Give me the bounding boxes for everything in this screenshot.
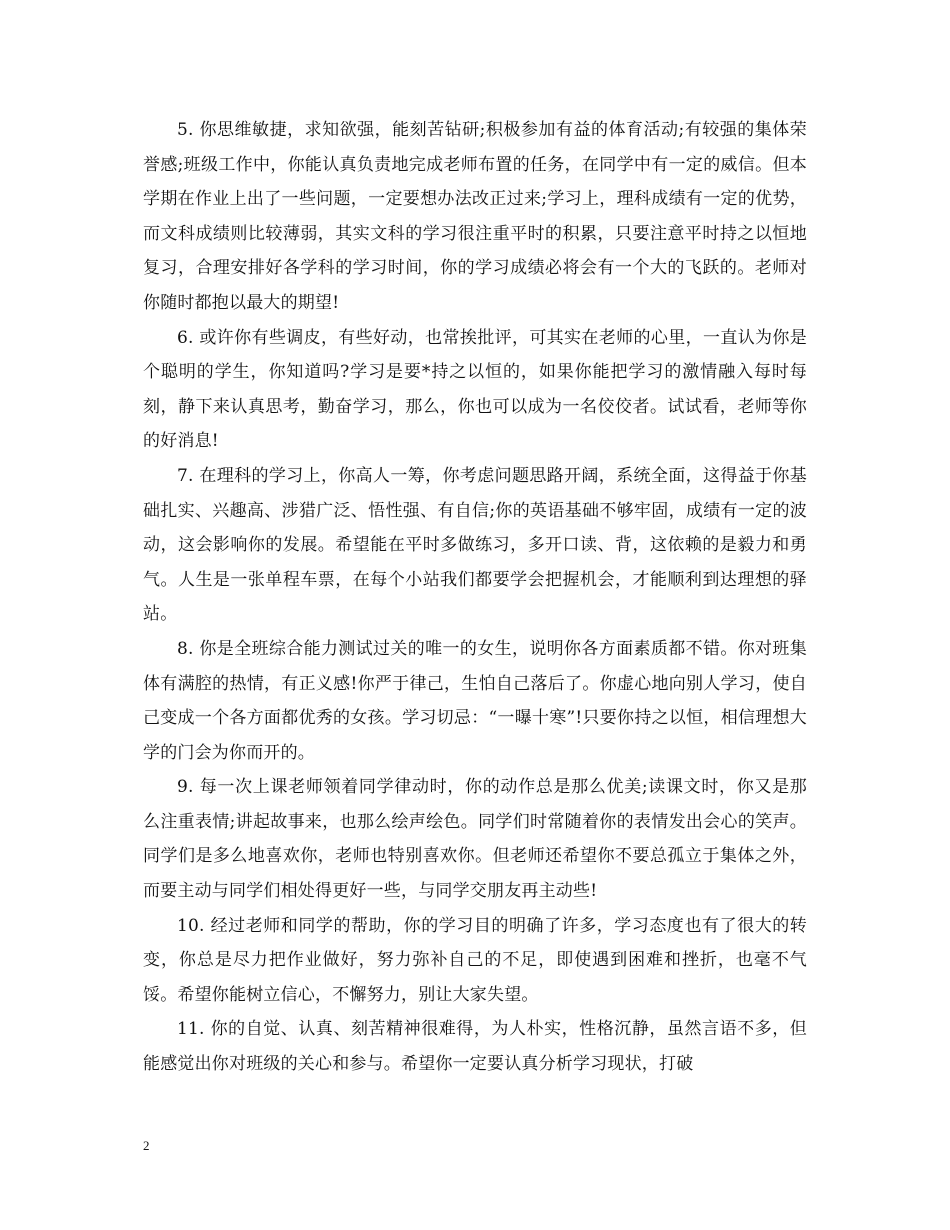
paragraph-8: 8. 你是全班综合能力测试过关的唯一的女生，说明你各方面素质都不错。你对班集体有满腔的热情，有正义感!你严于律己，生怕自己落后了。你虚心地向别人学习，使自己变成一个各方面都优秀的女孩。学习切忌：“一曝十寒”!只要你持之以恒，相信理想大学的门会为你而开的。 <box>143 638 807 763</box>
page-number: 2 <box>143 1138 150 1153</box>
paragraph-11: 11. 你的自觉、认真、刻苦精神很难得，为人朴实，性格沉静，虽然言语不多，但能感觉出你对班级的关心和参与。希望你一定要认真分析学习现状，打破 <box>143 1019 807 1075</box>
paragraph-6: 6. 或许你有些调皮，有些好动，也常挨批评，可其实在老师的心里，一直认为你是个聪明的学生，你知道吗?学习是要*持之以恒的，如果你能把学习的激情融入每时每刻，静下来认真思考，勤奋学习，那么，你也可以成为一名佼佼者。试试看，老师等你的好消息! <box>143 327 807 452</box>
paragraph-5: 5. 你思维敏捷，求知欲强，能刻苦钻研;积极参加有益的体育活动;有较强的集体荣誉感;班级工作中，你能认真负责地完成老师布置的任务，在同学中有一定的威信。但本学期在作业上出了一些问题，一定要想办法改正过来;学习上，理科成绩有一定的优势，而文科成绩则比较薄弱，其实文科的学习很注重平时的积累，只要注意平时持之以恒地复习，合理安排好各学科的学习时间，你的学习成绩必将会有一个大的飞跃的。老师对你随时都抱以最大的期望! <box>143 120 807 313</box>
document-body <box>143 113 807 1082</box>
paragraph-7: 7. 在理科的学习上，你高人一筹，你考虑问题思路开阔，系统全面，这得益于你基础扎实、兴趣高、涉猎广泛、悟性强、有自信;你的英语基础不够牢固，成绩有一定的波动，这会影响你的发展。希望能在平时多做练习，多开口读、背，这依赖的是毅力和勇气。人生是一张单程车票，在每个小站我们都要学会把握机会，才能顺利到达理想的驿站。 <box>143 465 807 625</box>
paragraph-9: 9. 每一次上课老师领着同学律动时，你的动作总是那么优美;读课文时，你又是那么注重表情;讲起故事来，也那么绘声绘色。同学们时常随着你的表情发出会心的笑声。同学们是多么地喜欢你，老师也特别喜欢你。但老师还希望你不要总孤立于集体之外，而要主动与同学们相处得更好一些，与同学交朋友再主动些! <box>143 777 807 902</box>
paragraph-10: 10. 经过老师和同学的帮助，你的学习目的明确了许多，学习态度也有了很大的转变，你总是尽力把作业做好，努力弥补自己的不足，即使遇到困难和挫折，也毫不气馁。希望你能树立信心，不懈努力，别让大家失望。 <box>143 915 807 1005</box>
